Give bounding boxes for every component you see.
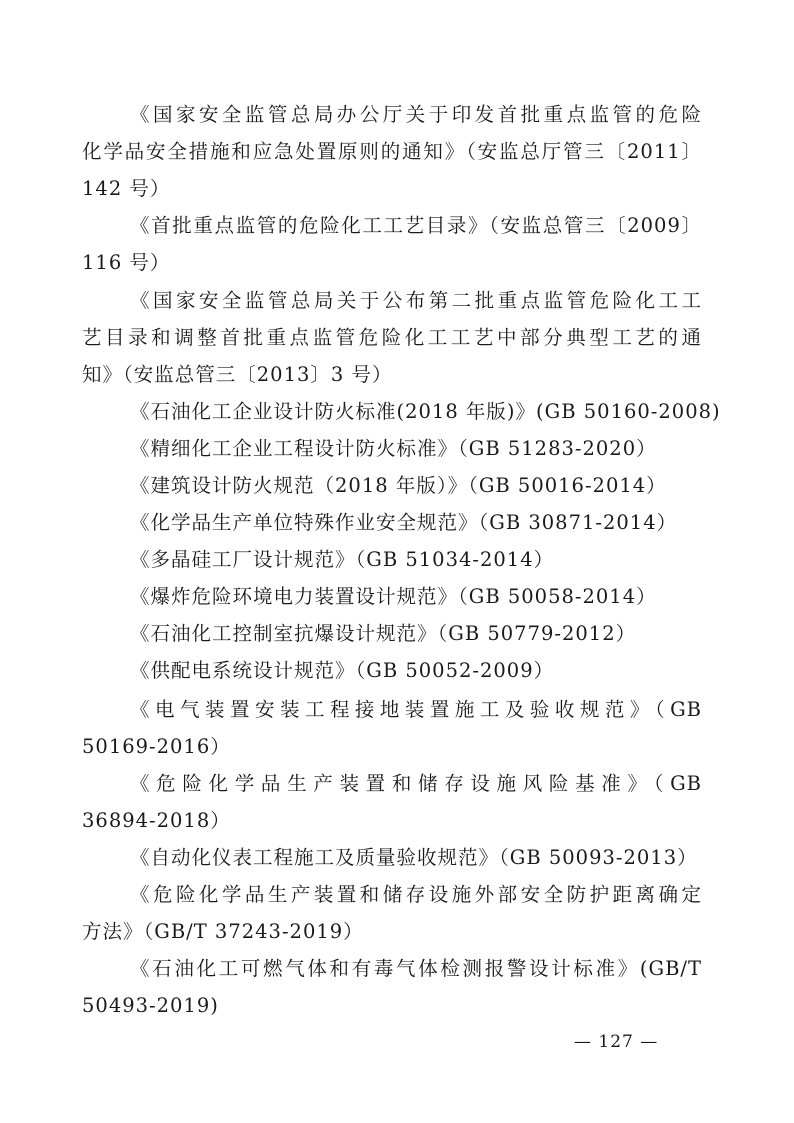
text-line: 36894-2018）	[82, 809, 231, 832]
text-line: 142 号）	[82, 177, 171, 200]
text-line: 《爆炸危险环境电力装置设计规范》（GB 50058-2014）	[130, 585, 657, 608]
text-line: 《石油化工控制室抗爆设计规范》（GB 50779-2012）	[130, 622, 637, 645]
text-line: 《自动化仪表工程施工及质量验收规范》（GB 50093-2013）	[130, 846, 698, 869]
text-line: 《多晶硅工厂设计规范》（GB 51034-2014）	[130, 548, 555, 571]
text-line: 《化学品生产单位特殊作业安全规范》（GB 30871-2014）	[130, 511, 678, 534]
text-line: 方法》（GB/T 37243-2019）	[82, 920, 364, 943]
text-line: 知》（安监总管三〔2013〕3 号）	[82, 363, 393, 386]
text-line: 《危险化学品生产装置和储存设施外部安全防护距离确定	[130, 883, 702, 906]
text-line: 《建筑设计防火规范（2018 年版）》（GB 50016-2014）	[130, 474, 667, 497]
text-line: 艺目录和调整首批重点监管危险化工工艺中部分典型工艺的通	[82, 326, 702, 349]
text-line: 《石油化工可燃气体和有毒气体检测报警设计标准》(GB/T	[130, 957, 702, 980]
page-number: — 127 —	[574, 1032, 659, 1052]
text-line: 《石油化工企业设计防火标准(2018 年版)》(GB 50160-2008)	[130, 400, 721, 423]
text-line: 化学品安全措施和应急处置原则的通知》（安监总厅管三〔2011〕	[82, 140, 702, 163]
text-line: 《国家安全监管总局办公厅关于印发首批重点监管的危险	[130, 103, 702, 126]
text-line: 《危险化学品生产装置和储存设施风险基准》（GB	[130, 772, 702, 795]
text-line: 50493-2019)	[82, 994, 219, 1017]
text-line: 《电气装置安装工程接地装置施工及验收规范》（GB	[130, 698, 702, 721]
text-line: 《精细化工企业工程设计防火标准》（GB 51283-2020）	[130, 437, 657, 460]
text-line: 50169-2016）	[82, 735, 231, 758]
text-line: 《国家安全监管总局关于公布第二批重点监管危险化工工	[130, 289, 702, 312]
text-line: 《首批重点监管的危险化工工艺目录》（安监总管三〔2009〕	[130, 214, 702, 237]
text-line: 《供配电系统设计规范》（GB 50052-2009）	[130, 659, 555, 682]
text-line: 116 号）	[82, 251, 171, 274]
